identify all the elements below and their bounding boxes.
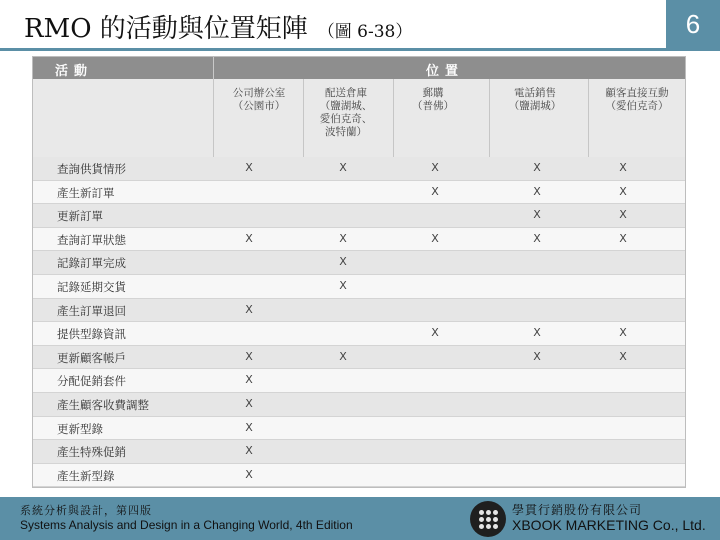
column-divider [303,79,304,157]
header-separator [213,57,214,79]
column-divider [393,79,394,157]
matrix-cell: X [431,231,439,245]
matrix-cell: X [339,161,347,174]
publisher-cn: 學貫行銷股份有限公司 [512,503,643,517]
matrix-cell: X [339,231,347,245]
activity-label: 查詢訂單狀態 [57,232,126,247]
matrix-cell: X [245,231,253,245]
page-number: 6 [666,0,720,48]
matrix-cell: X [533,161,541,174]
table-row [33,322,685,346]
table-row [33,204,685,228]
table-row [33,157,685,181]
activity-label: 記錄訂單完成 [57,256,126,271]
location-header: 位置 [426,64,465,79]
matrix-cell: X [619,161,627,174]
table-row [33,181,685,205]
activity-label: 更新型錄 [57,421,103,436]
matrix-cell: X [339,278,347,292]
matrix-header-bar [33,57,685,79]
slide-subtitle: （圖 6-38） [317,22,413,42]
column-divider [489,79,490,157]
activity-location-matrix [32,56,686,488]
activity-header: 活動 [55,64,94,79]
activity-label: 產生訂單退回 [57,303,126,318]
activity-label: 查詢供貨情形 [57,162,126,176]
activity-label: 更新訂單 [57,209,103,224]
table-row [33,299,685,323]
matrix-cell: X [431,184,439,198]
matrix-cell: X [533,231,541,245]
activity-label: 記錄延期交貨 [57,279,126,294]
matrix-cell: X [245,444,253,458]
matrix-cell: X [339,255,347,269]
matrix-cell: X [619,349,627,363]
matrix-cell: X [533,349,541,363]
table-row [33,275,685,299]
matrix-cell: X [431,161,439,174]
matrix-cell: X [245,302,253,316]
matrix-cell: X [245,161,253,174]
book-title-en: Systems Analysis and Design in a Changing World, 4th Edition [20,518,353,532]
matrix-cell: X [619,326,627,340]
matrix-cell: X [339,349,347,363]
matrix-cell: X [619,231,627,245]
book-title-cn: 系統分析與設計，第四版 [20,504,152,517]
activity-label: 更新顧客帳戶 [57,350,126,365]
column-header-mail-order: 郵購 （普佛） [412,87,454,112]
column-header-office: 公司辦公室 （公園市） [232,87,286,112]
matrix-cell: X [533,326,541,340]
column-header-warehouse: 配送倉庫 （鹽湖城、 愛伯克奇、 波特蘭） [319,87,373,138]
table-row [33,393,685,417]
matrix-cell: X [245,396,253,410]
column-divider [588,79,589,157]
matrix-cell: X [533,184,541,198]
matrix-cell: X [533,208,541,222]
activity-label: 產生特殊促銷 [57,445,126,460]
column-header-direct-customer: 顧客直接互動 （愛伯克奇） [605,87,669,112]
table-row [33,251,685,275]
matrix-cell: X [245,349,253,363]
title-divider [0,48,720,51]
activity-label: 產生新訂單 [57,185,115,200]
matrix-cell: X [431,326,439,340]
footer-bar [0,497,720,540]
slide-title-text: RMO 的活動與位置矩陣 [24,14,308,44]
activity-label: 產生顧客收費調整 [57,397,149,412]
publisher-en: XBOOK MARKETING Co., Ltd. [512,517,706,533]
matrix-cell: X [619,208,627,222]
column-divider [213,79,214,157]
column-header-phone-sales: 電話銷售 （鹽湖城） [508,87,562,112]
activity-label: 產生新型錄 [57,468,115,483]
matrix-cell: X [245,373,253,387]
matrix-cell: X [245,420,253,434]
table-row [33,417,685,441]
table-row [33,464,685,488]
table-row [33,369,685,393]
publisher-logo-icon [470,501,506,537]
matrix-cell: X [245,467,253,481]
matrix-cell: X [619,184,627,198]
table-row [33,440,685,464]
table-row [33,346,685,370]
slide-title [24,8,412,45]
activity-label: 分配促銷套件 [57,374,126,389]
activity-label: 提供型錄資訊 [57,327,126,342]
table-row [33,228,685,252]
title-bar [0,0,720,48]
matrix-rows [33,157,685,487]
